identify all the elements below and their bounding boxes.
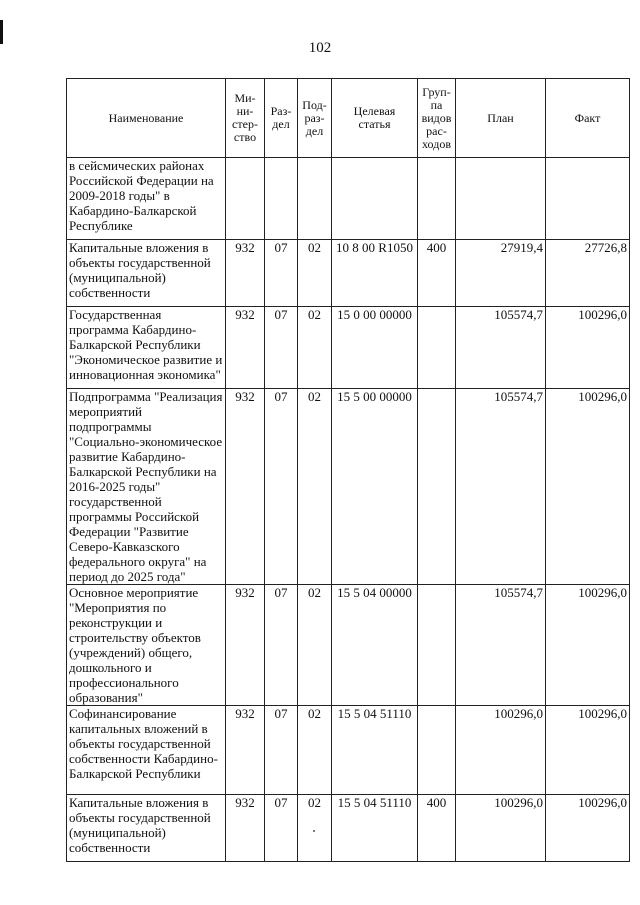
scan-speck	[313, 830, 315, 832]
header-subsection: Под- раз- дел	[298, 79, 332, 158]
row-plan: 27919,4	[456, 240, 546, 307]
row-ministry: 932	[226, 585, 265, 706]
row-name: Капитальные вложения в объекты государственной (муниципальной) собственности	[67, 240, 226, 307]
table-row	[67, 585, 630, 706]
row-plan: 105574,7	[456, 389, 546, 585]
row-plan: 105574,7	[456, 307, 546, 389]
row-name: в сейсмических районах Российской Федерации на 2009-2018 годы" в Кабардино-Балкарской Республике	[67, 158, 226, 240]
row-group	[418, 585, 456, 706]
row-subsection: 02	[298, 585, 332, 706]
row-target: 15 0 00 00000	[332, 307, 418, 389]
row-fact: 100296,0	[546, 585, 630, 706]
table-row	[67, 240, 630, 307]
page-number: 102	[308, 40, 332, 56]
row-group: 400	[418, 795, 456, 862]
row-target: 15 5 04 51110	[332, 706, 418, 795]
row-ministry	[226, 158, 265, 240]
row-name: Государственная программа Кабардино-Балкарской Республики "Экономическое развитие и инновационная экономика"	[67, 307, 226, 389]
row-fact: 100296,0	[546, 795, 630, 862]
header-section: Раз- дел	[265, 79, 298, 158]
row-section: 07	[265, 240, 298, 307]
row-section: 07	[265, 307, 298, 389]
row-fact: 100296,0	[546, 389, 630, 585]
row-ministry: 932	[226, 240, 265, 307]
row-ministry: 932	[226, 795, 265, 862]
row-plan: 100296,0	[456, 706, 546, 795]
row-group	[418, 158, 456, 240]
header-fact: Факт	[546, 79, 630, 158]
row-target: 15 5 00 00000	[332, 389, 418, 585]
row-name: Софинансирование капитальных вложений в объекты государственной собственности Кабардино-Балкарской Республики	[67, 706, 226, 795]
row-fact: 100296,0	[546, 307, 630, 389]
row-subsection	[298, 158, 332, 240]
row-name: Капитальные вложения в объекты государственной (муниципальной) собственности	[67, 795, 226, 862]
header-ministry: Ми- ни- стер- ство	[226, 79, 265, 158]
row-subsection: 02	[298, 307, 332, 389]
row-section: 07	[265, 706, 298, 795]
row-ministry: 932	[226, 389, 265, 585]
row-ministry: 932	[226, 706, 265, 795]
row-group	[418, 389, 456, 585]
row-group: 400	[418, 240, 456, 307]
row-target: 15 5 04 00000	[332, 585, 418, 706]
row-target	[332, 158, 418, 240]
table-row	[67, 795, 630, 862]
header-plan: План	[456, 79, 546, 158]
row-fact	[546, 158, 630, 240]
budget-table	[66, 78, 630, 862]
row-subsection: 02	[298, 706, 332, 795]
row-ministry: 932	[226, 307, 265, 389]
row-subsection: 02	[298, 240, 332, 307]
row-target: 15 5 04 51110	[332, 795, 418, 862]
row-plan	[456, 158, 546, 240]
row-section: 07	[265, 585, 298, 706]
row-subsection: 02	[298, 795, 332, 862]
row-group	[418, 307, 456, 389]
row-group	[418, 706, 456, 795]
row-section: 07	[265, 389, 298, 585]
table-row	[67, 389, 630, 585]
table-row	[67, 706, 630, 795]
header-group: Груп- па видов рас- ходов	[418, 79, 456, 158]
row-section: 07	[265, 795, 298, 862]
row-section	[265, 158, 298, 240]
row-target: 10 8 00 R1050	[332, 240, 418, 307]
row-plan: 100296,0	[456, 795, 546, 862]
header-name: Наименование	[67, 79, 226, 158]
table-row	[67, 307, 630, 389]
row-name: Подпрограмма "Реализация мероприятий подпрограммы "Социально-экономическое развитие Кабардино-Балкарской Республики на 2016-2025 годы" государственной программы Российской Федерации "Развитие Северо-Кавказского федерального округа" на период до 2025 года"	[67, 389, 226, 585]
row-plan: 105574,7	[456, 585, 546, 706]
row-name: Основное мероприятие "Мероприятия по реконструкции и строительству объектов (учреждений) общего, дошкольного и профессионального образования"	[67, 585, 226, 706]
header-target: Целевая статья	[332, 79, 418, 158]
row-fact: 27726,8	[546, 240, 630, 307]
row-subsection: 02	[298, 389, 332, 585]
row-fact: 100296,0	[546, 706, 630, 795]
table-header-row	[67, 79, 630, 158]
table-row	[67, 158, 630, 240]
